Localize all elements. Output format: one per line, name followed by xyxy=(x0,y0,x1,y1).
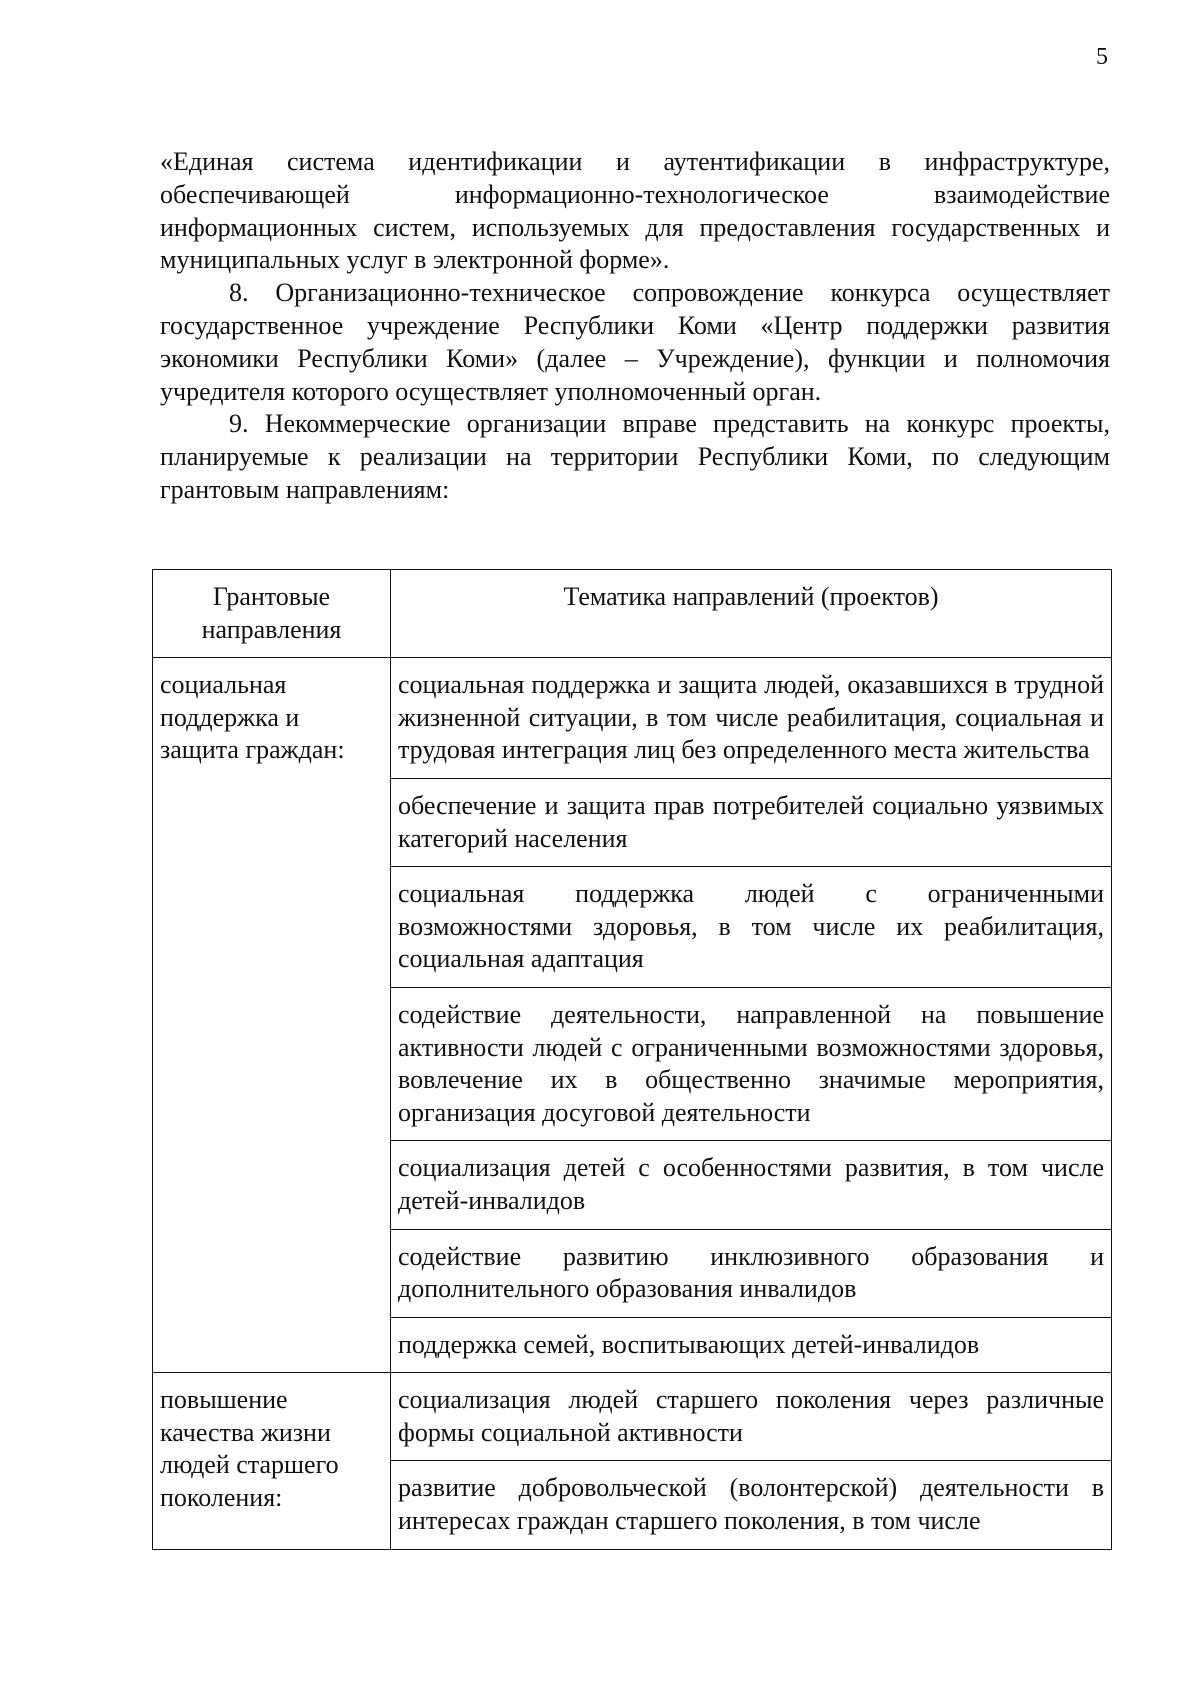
table-row xyxy=(153,1373,1112,1461)
page-number: 5 xyxy=(1096,44,1108,70)
direction-social-support: социальная поддержка и защита граждан: xyxy=(153,658,391,1373)
topic-cell: развитие добровольческой (волонтерской) деятельности в интересах граждан старшего поколения, в том числе xyxy=(391,1461,1112,1549)
topic-cell: содействие развитию инклюзивного образования и дополнительного образования инвалидов xyxy=(391,1229,1112,1317)
topic-cell: поддержка семей, воспитывающих детей-инвалидов xyxy=(391,1317,1112,1373)
paragraph-9: 9. Некоммерческие организации вправе представить на конкурс проекты, планируемые к реализации на территории Республики Коми, по следующим грантовым направлениям: xyxy=(160,409,1110,504)
paragraph-8: 8. Организационно-техническое сопровождение конкурса осуществляет государственное учреждение Республики Коми «Центр поддержки развития экономики Республики Коми» (далее – Учреждение), функции и полномочия учредителя которого осуществляет уполномоченный орган. xyxy=(160,278,1110,406)
direction-elderly: повышение качества жизни людей старшего поколения: xyxy=(153,1373,391,1549)
paragraph-continuation: «Единая система идентификации и аутентификации в инфраструктуре, обеспечивающей информационно-технологическое взаимодействие информационных систем, используемых для предоставления государственных и муниципальных услуг в электронной форме». xyxy=(160,147,1110,275)
topic-cell: социализация детей с особенностями развития, в том числе детей-инвалидов xyxy=(391,1141,1112,1229)
topic-cell: содействие деятельности, направленной на повышение активности людей с ограниченными возможностями здоровья, вовлечение их в общественно значимые мероприятия, организация досуговой деятельности xyxy=(391,987,1112,1140)
topic-cell: социальная поддержка и защита людей, оказавшихся в трудной жизненной ситуации, в том числе реабилитация, социальная и трудовая интеграция лиц без определенного места жительства xyxy=(391,658,1112,779)
table-row xyxy=(153,658,1112,779)
grant-directions-table xyxy=(152,569,1112,1550)
header-directions: Грантовые направления xyxy=(153,570,391,658)
table-header-row xyxy=(153,570,1112,658)
document-body xyxy=(160,146,1110,507)
topic-cell: социальная поддержка людей с ограниченными возможностями здоровья, в том числе их реабилитация, социальная адаптация xyxy=(391,867,1112,988)
header-topics: Тематика направлений (проектов) xyxy=(391,570,1112,658)
topic-cell: социализация людей старшего поколения через различные формы социальной активности xyxy=(391,1373,1112,1461)
topic-cell: обеспечение и защита прав потребителей социально уязвимых категорий населения xyxy=(391,778,1112,866)
